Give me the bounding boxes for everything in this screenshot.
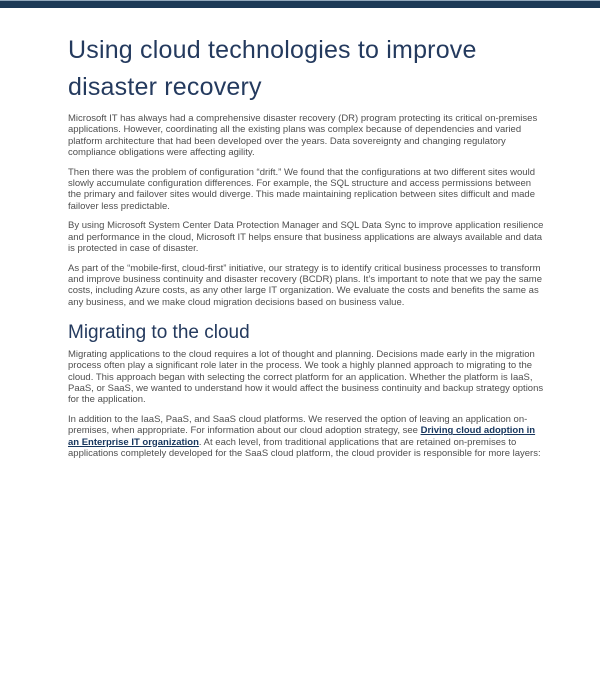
intro-paragraph-3: By using Microsoft System Center Data Protection Manager and SQL Data Sync to improve application resilience and performance in the cloud, Microsoft IT helps ensure that business applications are always available and data is protected in case of disaster. bbox=[68, 220, 544, 254]
intro-paragraph-1: Microsoft IT has always had a comprehensive disaster recovery (DR) program protecting its critical on-premises applications. However, coordinating all the existing plans was complex because of dependencies and varied platform architecture that had been developed over the years. Data sovereignty and changing regulatory compliance obligations were affecting agility. bbox=[68, 113, 538, 158]
section-paragraph-2 bbox=[68, 414, 546, 459]
section-paragraph-2-text-before: In addition to the IaaS, PaaS, and SaaS cloud platforms. We reserved the option of leaving an application on-premises, when appropriate. For information about our cloud adoption strategy, see bbox=[68, 413, 528, 437]
section-heading-migrating-to-the-cloud: Migrating to the cloud bbox=[68, 321, 250, 343]
intro-paragraph-2: Then there was the problem of configuration “drift.” We found that the configurations at two different sites would slowly accumulate configuration differences. For example, the SQL structure and access permissions between the primary and failover sites would diverge. This made maintaining replication between sites difficult and made failover less predictable. bbox=[68, 166, 535, 212]
top-accent-bar bbox=[0, 0, 600, 8]
page-title: Using cloud technologies to improve disaster recovery bbox=[68, 36, 477, 101]
cloud-adoption-link[interactable]: Driving cloud adoption in an Enterprise IT organization bbox=[68, 425, 536, 448]
section-paragraph-1: Migrating applications to the cloud requires a lot of thought and planning. Decisions made early in the migration process often play a significant role later in the process. We took a highly planned approach to migrating to the cloud. This approach began with selecting the correct platform for an application. Whether the platform is IaaS, PaaS, or SaaS, we wanted to understand how it would affect the business continuity and backup strategy options for the application. bbox=[68, 348, 544, 406]
intro-paragraph-4: As part of the “mobile-first, cloud-first” initiative, our strategy is to identify critical business processes to transform and improve business continuity and disaster recovery (BCDR) plans. It’s important to note that we pay the same costs, including Azure costs, as any other large IT organization. We evaluate the costs and benefits the same as any business, and we make cloud migration decisions based on business value. bbox=[68, 262, 542, 308]
document-content bbox=[0, 8, 600, 459]
section-paragraph-2-text-after: . At each level, from traditional applications that are retained on-premises to applications completely developed for the SaaS cloud platform, the cloud provider is responsible for more layers: bbox=[68, 436, 541, 459]
